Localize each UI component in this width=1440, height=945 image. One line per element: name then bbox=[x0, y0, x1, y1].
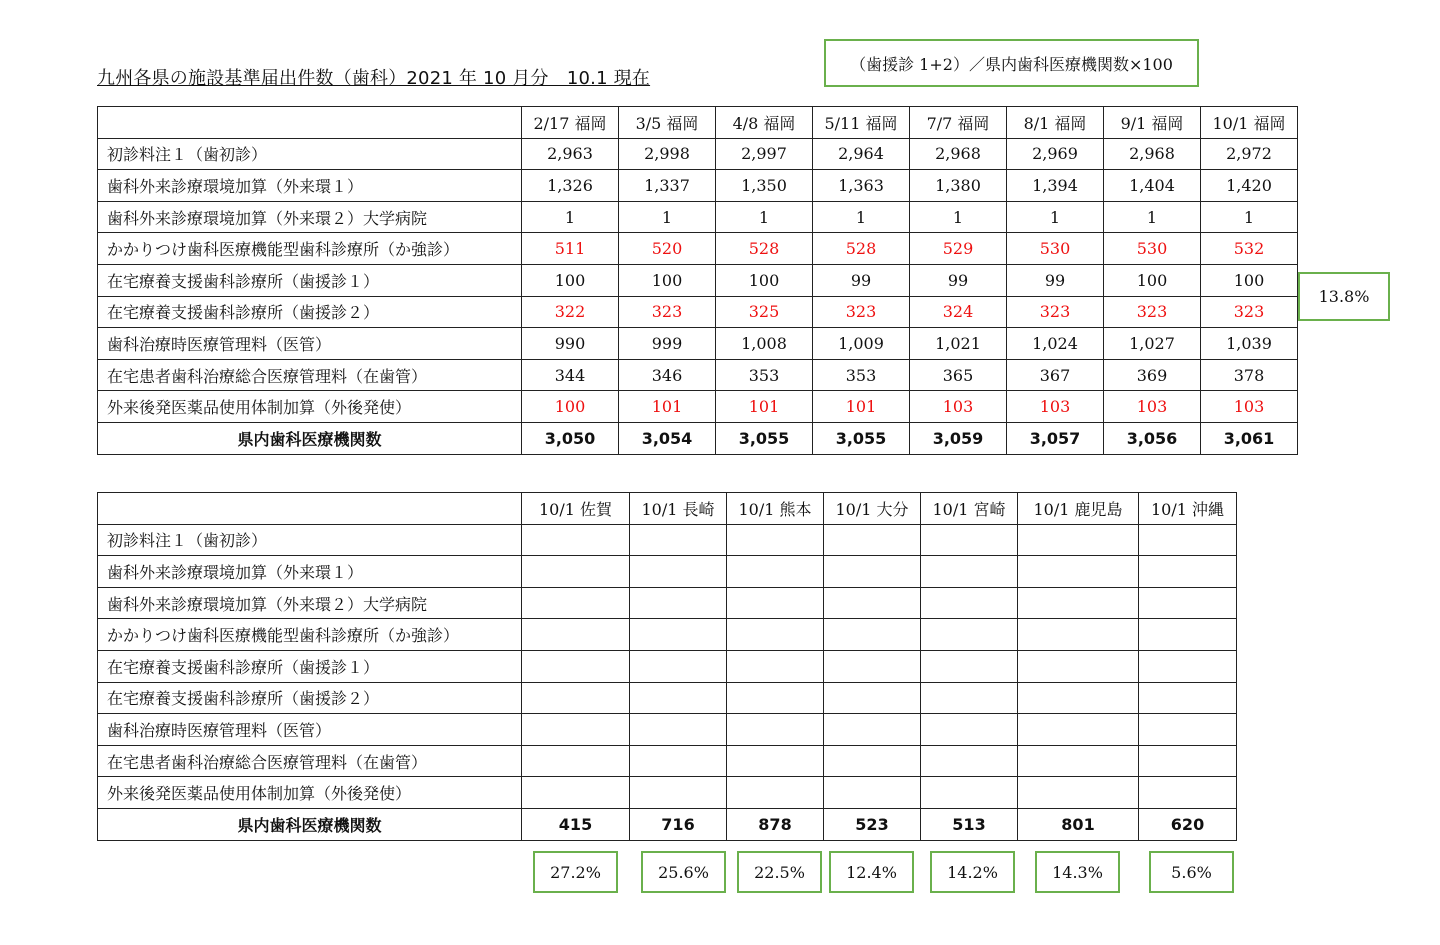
row-label: 歯科治療時医療管理料（医管） bbox=[98, 714, 522, 746]
empty-cell bbox=[824, 745, 921, 777]
empty-cell bbox=[824, 777, 921, 809]
corner-cell bbox=[98, 493, 522, 525]
value-cell: 532 bbox=[1201, 233, 1298, 265]
empty-cell bbox=[727, 777, 824, 809]
empty-cell bbox=[522, 777, 630, 809]
column-header: 9/1 福岡 bbox=[1104, 107, 1201, 139]
table-row bbox=[98, 714, 1237, 746]
total-row bbox=[98, 808, 1237, 840]
empty-cell bbox=[824, 650, 921, 682]
table-row bbox=[98, 233, 1298, 265]
value-cell: 1,420 bbox=[1201, 170, 1298, 202]
empty-cell bbox=[1018, 777, 1139, 809]
total-cell: 3,061 bbox=[1201, 422, 1298, 454]
empty-cell bbox=[522, 745, 630, 777]
value-cell: 530 bbox=[1007, 233, 1104, 265]
total-cell: 513 bbox=[921, 808, 1018, 840]
empty-cell bbox=[630, 745, 727, 777]
empty-cell bbox=[630, 556, 727, 588]
empty-cell bbox=[921, 619, 1018, 651]
table-row bbox=[98, 587, 1237, 619]
value-cell: 1,008 bbox=[716, 328, 813, 360]
empty-cell bbox=[1139, 714, 1237, 746]
empty-cell bbox=[921, 524, 1018, 556]
value-cell: 100 bbox=[522, 264, 619, 296]
value-cell: 528 bbox=[716, 233, 813, 265]
table-row bbox=[98, 359, 1298, 391]
value-cell: 1,326 bbox=[522, 170, 619, 202]
value-cell: 344 bbox=[522, 359, 619, 391]
row-label: 歯科外来診療環境加算（外来環２）大学病院 bbox=[98, 587, 522, 619]
value-cell: 2,964 bbox=[813, 138, 910, 170]
row-label: かかりつけ歯科医療機能型歯科診療所（か強診） bbox=[98, 619, 522, 651]
total-cell: 3,054 bbox=[619, 422, 716, 454]
empty-cell bbox=[630, 777, 727, 809]
empty-cell bbox=[630, 650, 727, 682]
column-header: 7/7 福岡 bbox=[910, 107, 1007, 139]
value-cell: 100 bbox=[1104, 264, 1201, 296]
ratio-box: 22.5% bbox=[737, 851, 822, 893]
empty-cell bbox=[1139, 619, 1237, 651]
column-header: 10/1 福岡 bbox=[1201, 107, 1298, 139]
row-label: 在宅患者歯科治療総合医療管理料（在歯管） bbox=[98, 359, 522, 391]
column-header: 10/1 鹿児島 bbox=[1018, 493, 1139, 525]
row-label: 在宅患者歯科治療総合医療管理料（在歯管） bbox=[98, 745, 522, 777]
empty-cell bbox=[1018, 556, 1139, 588]
table-row bbox=[98, 264, 1298, 296]
empty-cell bbox=[921, 682, 1018, 714]
empty-cell bbox=[1139, 556, 1237, 588]
empty-cell bbox=[522, 556, 630, 588]
value-cell: 100 bbox=[716, 264, 813, 296]
empty-cell bbox=[921, 556, 1018, 588]
empty-cell bbox=[727, 682, 824, 714]
value-cell: 103 bbox=[1007, 391, 1104, 423]
ratio-box: 25.6% bbox=[641, 851, 726, 893]
column-header: 10/1 宮崎 bbox=[921, 493, 1018, 525]
column-header: 10/1 熊本 bbox=[727, 493, 824, 525]
table-row bbox=[98, 650, 1237, 682]
page-title: 九州各県の施設基準届出件数（歯科）2021 年 10 月分 10.1 現在 bbox=[97, 68, 651, 89]
value-cell: 2,997 bbox=[716, 138, 813, 170]
value-cell: 365 bbox=[910, 359, 1007, 391]
row-label: 外来後発医薬品使用体制加算（外後発使） bbox=[98, 391, 522, 423]
value-cell: 367 bbox=[1007, 359, 1104, 391]
value-cell: 1 bbox=[619, 201, 716, 233]
empty-cell bbox=[522, 587, 630, 619]
total-label: 県内歯科医療機関数 bbox=[98, 422, 522, 454]
empty-cell bbox=[824, 682, 921, 714]
empty-cell bbox=[630, 587, 727, 619]
value-cell: 2,968 bbox=[1104, 138, 1201, 170]
value-cell: 378 bbox=[1201, 359, 1298, 391]
fukuoka-table bbox=[97, 106, 1298, 455]
row-label: かかりつけ歯科医療機能型歯科診療所（か強診） bbox=[98, 233, 522, 265]
value-cell: 101 bbox=[619, 391, 716, 423]
value-cell: 529 bbox=[910, 233, 1007, 265]
row-label: 在宅療養支援歯科診療所（歯援診１） bbox=[98, 650, 522, 682]
row-label: 在宅療養支援歯科診療所（歯援診１） bbox=[98, 264, 522, 296]
value-cell: 103 bbox=[1201, 391, 1298, 423]
row-label: 外来後発医薬品使用体制加算（外後発使） bbox=[98, 777, 522, 809]
value-cell: 369 bbox=[1104, 359, 1201, 391]
table-row bbox=[98, 524, 1237, 556]
value-cell: 323 bbox=[1201, 296, 1298, 328]
value-cell: 1 bbox=[910, 201, 1007, 233]
value-cell: 1,380 bbox=[910, 170, 1007, 202]
ratio-box: 27.2% bbox=[533, 851, 618, 893]
column-header: 2/17 福岡 bbox=[522, 107, 619, 139]
value-cell: 1,404 bbox=[1104, 170, 1201, 202]
value-cell: 323 bbox=[813, 296, 910, 328]
empty-cell bbox=[1139, 650, 1237, 682]
value-cell: 323 bbox=[619, 296, 716, 328]
ratio-box: 14.3% bbox=[1035, 851, 1120, 893]
empty-cell bbox=[522, 682, 630, 714]
table-row bbox=[98, 391, 1298, 423]
value-cell: 1 bbox=[716, 201, 813, 233]
row-label: 歯科外来診療環境加算（外来環１） bbox=[98, 556, 522, 588]
empty-cell bbox=[1139, 587, 1237, 619]
column-header: 3/5 福岡 bbox=[619, 107, 716, 139]
value-cell: 103 bbox=[1104, 391, 1201, 423]
value-cell: 1,337 bbox=[619, 170, 716, 202]
empty-cell bbox=[1018, 524, 1139, 556]
value-cell: 2,963 bbox=[522, 138, 619, 170]
table-row bbox=[98, 201, 1298, 233]
column-header: 10/1 沖縄 bbox=[1139, 493, 1237, 525]
ratio-box: 12.4% bbox=[829, 851, 914, 893]
fukuoka-ratio-box: 13.8% bbox=[1298, 272, 1390, 321]
value-cell: 520 bbox=[619, 233, 716, 265]
table-row bbox=[98, 556, 1237, 588]
empty-cell bbox=[1139, 682, 1237, 714]
value-cell: 1,350 bbox=[716, 170, 813, 202]
row-label: 在宅療養支援歯科診療所（歯援診２） bbox=[98, 296, 522, 328]
empty-cell bbox=[727, 587, 824, 619]
row-label: 歯科治療時医療管理料（医管） bbox=[98, 328, 522, 360]
empty-cell bbox=[921, 777, 1018, 809]
value-cell: 999 bbox=[619, 328, 716, 360]
table-row bbox=[98, 619, 1237, 651]
row-label: 初診料注１（歯初診） bbox=[98, 138, 522, 170]
total-cell: 3,055 bbox=[716, 422, 813, 454]
value-cell: 2,969 bbox=[1007, 138, 1104, 170]
value-cell: 1 bbox=[813, 201, 910, 233]
table-row bbox=[98, 296, 1298, 328]
empty-cell bbox=[824, 587, 921, 619]
value-cell: 346 bbox=[619, 359, 716, 391]
column-header: 10/1 大分 bbox=[824, 493, 921, 525]
column-header: 10/1 佐賀 bbox=[522, 493, 630, 525]
total-cell: 523 bbox=[824, 808, 921, 840]
value-cell: 101 bbox=[716, 391, 813, 423]
empty-cell bbox=[824, 524, 921, 556]
value-cell: 2,972 bbox=[1201, 138, 1298, 170]
value-cell: 100 bbox=[619, 264, 716, 296]
value-cell: 101 bbox=[813, 391, 910, 423]
empty-cell bbox=[1139, 524, 1237, 556]
column-header: 10/1 長崎 bbox=[630, 493, 727, 525]
empty-cell bbox=[727, 745, 824, 777]
value-cell: 1,024 bbox=[1007, 328, 1104, 360]
value-cell: 1 bbox=[1104, 201, 1201, 233]
empty-cell bbox=[824, 619, 921, 651]
empty-cell bbox=[727, 556, 824, 588]
table-row bbox=[98, 170, 1298, 202]
header-row bbox=[98, 107, 1298, 139]
kyushu-table bbox=[97, 492, 1237, 841]
empty-cell bbox=[1018, 714, 1139, 746]
empty-cell bbox=[727, 524, 824, 556]
value-cell: 99 bbox=[1007, 264, 1104, 296]
value-cell: 325 bbox=[716, 296, 813, 328]
value-cell: 353 bbox=[813, 359, 910, 391]
value-cell: 1 bbox=[522, 201, 619, 233]
empty-cell bbox=[824, 556, 921, 588]
row-label: 在宅療養支援歯科診療所（歯援診２） bbox=[98, 682, 522, 714]
value-cell: 2,998 bbox=[619, 138, 716, 170]
total-label: 県内歯科医療機関数 bbox=[98, 808, 522, 840]
value-cell: 528 bbox=[813, 233, 910, 265]
value-cell: 1 bbox=[1201, 201, 1298, 233]
value-cell: 990 bbox=[522, 328, 619, 360]
header-row bbox=[98, 493, 1237, 525]
empty-cell bbox=[630, 682, 727, 714]
empty-cell bbox=[1139, 777, 1237, 809]
total-cell: 3,056 bbox=[1104, 422, 1201, 454]
total-cell: 3,055 bbox=[813, 422, 910, 454]
empty-cell bbox=[630, 619, 727, 651]
row-label: 初診料注１（歯初診） bbox=[98, 524, 522, 556]
column-header: 4/8 福岡 bbox=[716, 107, 813, 139]
value-cell: 103 bbox=[910, 391, 1007, 423]
ratio-box: 5.6% bbox=[1149, 851, 1234, 893]
total-cell: 415 bbox=[522, 808, 630, 840]
value-cell: 1,039 bbox=[1201, 328, 1298, 360]
value-cell: 1 bbox=[1007, 201, 1104, 233]
value-cell: 530 bbox=[1104, 233, 1201, 265]
value-cell: 1,363 bbox=[813, 170, 910, 202]
column-header: 5/11 福岡 bbox=[813, 107, 910, 139]
ratio-box: 14.2% bbox=[930, 851, 1015, 893]
column-header: 8/1 福岡 bbox=[1007, 107, 1104, 139]
empty-cell bbox=[1018, 682, 1139, 714]
total-cell: 716 bbox=[630, 808, 727, 840]
empty-cell bbox=[1018, 619, 1139, 651]
value-cell: 511 bbox=[522, 233, 619, 265]
empty-cell bbox=[921, 587, 1018, 619]
empty-cell bbox=[1139, 745, 1237, 777]
total-cell: 801 bbox=[1018, 808, 1139, 840]
empty-cell bbox=[921, 650, 1018, 682]
total-row bbox=[98, 422, 1298, 454]
formula-note: （歯援診 1+2）／県内歯科医療機関数×100 bbox=[824, 39, 1199, 87]
value-cell: 2,968 bbox=[910, 138, 1007, 170]
empty-cell bbox=[921, 745, 1018, 777]
empty-cell bbox=[522, 714, 630, 746]
value-cell: 1,021 bbox=[910, 328, 1007, 360]
total-cell: 878 bbox=[727, 808, 824, 840]
total-cell: 3,057 bbox=[1007, 422, 1104, 454]
corner-cell bbox=[98, 107, 522, 139]
value-cell: 353 bbox=[716, 359, 813, 391]
empty-cell bbox=[1018, 745, 1139, 777]
table-row bbox=[98, 777, 1237, 809]
empty-cell bbox=[727, 619, 824, 651]
empty-cell bbox=[630, 714, 727, 746]
total-cell: 3,059 bbox=[910, 422, 1007, 454]
value-cell: 100 bbox=[522, 391, 619, 423]
value-cell: 1,394 bbox=[1007, 170, 1104, 202]
empty-cell bbox=[522, 524, 630, 556]
value-cell: 323 bbox=[1104, 296, 1201, 328]
empty-cell bbox=[522, 650, 630, 682]
empty-cell bbox=[727, 650, 824, 682]
value-cell: 1,027 bbox=[1104, 328, 1201, 360]
empty-cell bbox=[1018, 650, 1139, 682]
empty-cell bbox=[824, 714, 921, 746]
value-cell: 323 bbox=[1007, 296, 1104, 328]
table-row bbox=[98, 328, 1298, 360]
value-cell: 100 bbox=[1201, 264, 1298, 296]
row-label: 歯科外来診療環境加算（外来環１） bbox=[98, 170, 522, 202]
empty-cell bbox=[921, 714, 1018, 746]
total-cell: 3,050 bbox=[522, 422, 619, 454]
empty-cell bbox=[727, 714, 824, 746]
table-row bbox=[98, 745, 1237, 777]
value-cell: 324 bbox=[910, 296, 1007, 328]
table-row bbox=[98, 682, 1237, 714]
value-cell: 99 bbox=[910, 264, 1007, 296]
empty-cell bbox=[522, 619, 630, 651]
value-cell: 1,009 bbox=[813, 328, 910, 360]
table-row bbox=[98, 138, 1298, 170]
empty-cell bbox=[630, 524, 727, 556]
value-cell: 322 bbox=[522, 296, 619, 328]
row-label: 歯科外来診療環境加算（外来環２）大学病院 bbox=[98, 201, 522, 233]
total-cell: 620 bbox=[1139, 808, 1237, 840]
value-cell: 99 bbox=[813, 264, 910, 296]
empty-cell bbox=[1018, 587, 1139, 619]
